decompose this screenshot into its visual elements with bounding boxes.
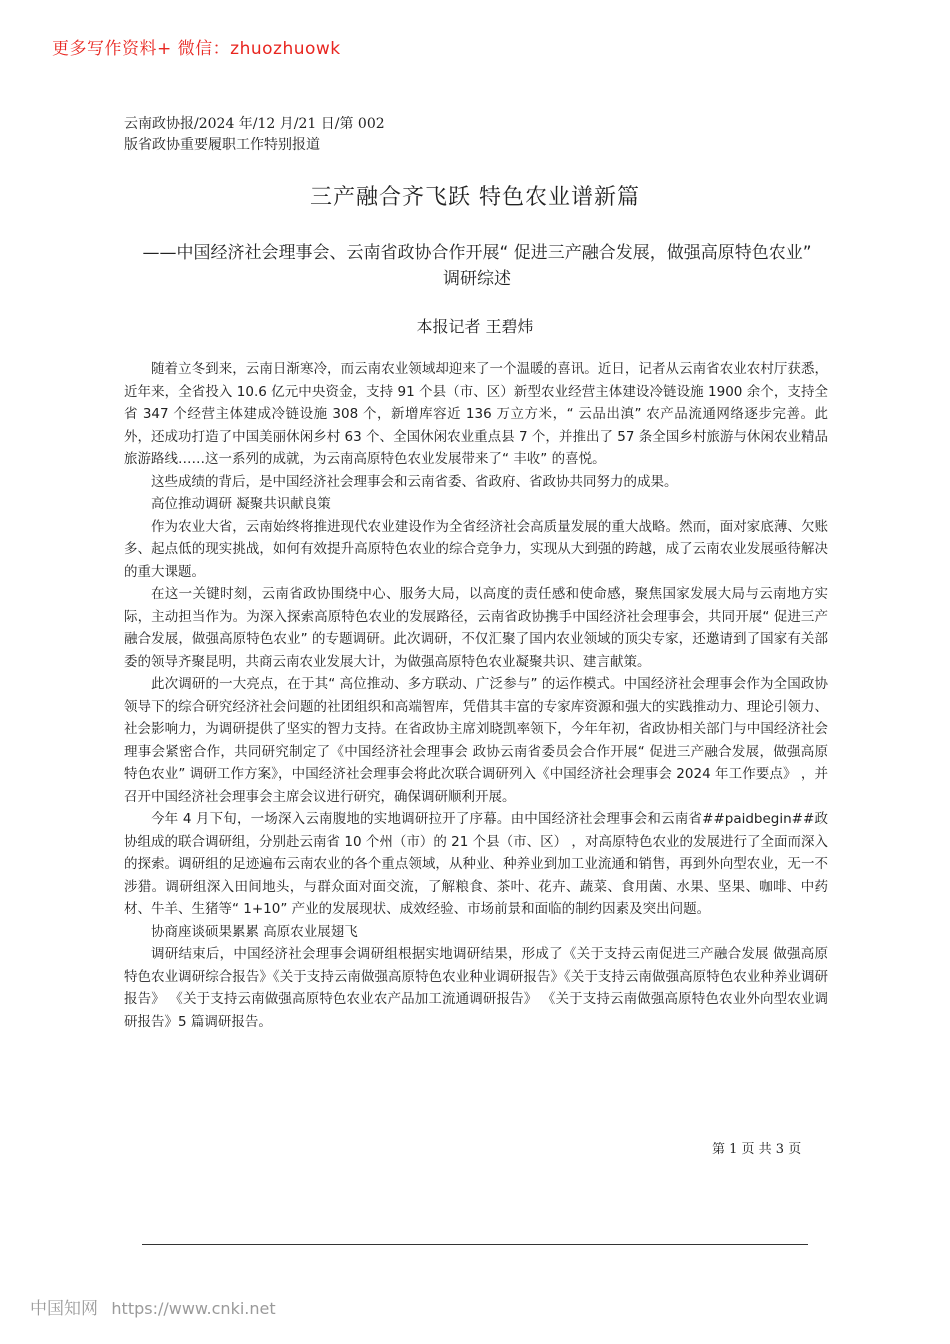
paragraph-reports: 调研结束后，中国经济社会理事会调研组根据实地调研结果，形成了《关于支持云南促进三产融合发展 做强高原特色农业调研综合报告》《关于支持云南做强高原特色农业种业调研报告》《关于支持云南做强高原特色农业种养业调研报告》 《关于支持云南做强高原特色农业农产品加工流通调研报告》 《关于支持云南做强高原特色农业外向型农业调研报告》5 篇调研报告。 <box>124 946 828 1030</box>
source-line: 云南政协报/2024 年/12 月/21 日/第 002 <box>124 116 385 132</box>
byline: 本报记者 王碧炜 <box>416 317 534 336</box>
watermark-url: https://www.cnki.net <box>111 1299 276 1318</box>
paragraph-cppcc-action: 在这一关键时刻，云南省政协围绕中心、服务大局，以高度的责任感和使命感，聚焦国家发展大局与云南地方实际，主动担当作为。为深入探索高原特色农业的发展路径，云南省政协携手中国经济社会理事会，共同开展“ 促进三产融合发展，做强高原特色农业” 的专题调研。此次调研，不仅汇聚了国内农业领域的顶尖专家，还邀请到了国家有关部委的领导齐聚昆明，共商云南农业发展大计，为做强高原特色农业凝聚共识、建言献策。 <box>124 586 828 670</box>
paragraph-strategy: 作为农业大省，云南始终将推进现代农业建设作为全省经济社会高质量发展的重大战略。然而，面对家底薄、欠账多、起点低的现实挑战，如何有效提升高原特色农业的综合竞争力，实现从大到强的跨越，成了云南农业发展亟待解决的重大课题。 <box>124 518 828 580</box>
promo-banner: 更多写作资料+ 微信：zhuozhuowk <box>52 39 341 59</box>
paragraph-field-research: 今年 4 月下旬，一场深入云南腹地的实地调研拉开了序幕。由中国经济社会理事会和云南省##paidbegin##政协组成的联合调研组，分别赴云南省 10 个州（市）的 21 个县（市、区） ，对高原特色农业的发展进行了全面而深入的探索。调研组的足迹遍布云南农业的各个重点领域，从种业、种养业到加工业流通和销售，再到外向型农业，无一不涉猎。调研组深入田间地头，与群众面对面交流，了解粮食、茶叶、花卉、蔬菜、食用菌、水果、坚果、咖啡、中药材、牛羊、生猪等“ 1+10” 产业的发展现状、成效经验、市场前景和面临的制约因素及突出问题。 <box>124 811 828 917</box>
article-subtitle: ——中国经济社会理事会、云南省政协合作开展“ 促进三产融合发展，做强高原特色农业” 调研综述 <box>142 243 812 289</box>
section-heading-2: 协商座谈硕果累累 高原农业展翅飞 <box>151 923 358 940</box>
paragraph-intro: 随着立冬到来，云南日渐寒冷，而云南农业领域却迎来了一个温暖的喜讯。近日，记者从云南省农业农村厅获悉，近年来，全省投入 10.6 亿元中央资金，支持 91 个县（市、区）新型农业经营主体建设冷链设施 1900 余个，支持全省 347 个经营主体建成冷链设施 308 个，新增库容近 136 万立方米，“ 云品出滇” 农产品流通网络逐步完善。此外，还成功打造了中国美丽休闲乡村 63 个、全国休闲农业重点县 7 个，并推出了 57 条全国乡村旅游与休闲农业精品旅游路线……这一系列的成就，为云南高原特色农业发展带来了“ 丰收” 的喜悦。 <box>124 361 828 467</box>
section-heading-1: 高位推动调研 凝聚共识献良策 <box>151 496 331 512</box>
page-indicator: 第 1 页 共 3 页 <box>712 1142 802 1157</box>
article-body <box>124 358 828 1033</box>
cnki-watermark <box>30 1294 276 1319</box>
paragraph-achievements: 这些成绩的背后，是中国经济社会理事会和云南省委、省政府、省政协共同努力的成果。 <box>151 473 678 490</box>
paragraph-operation-mode: 此次调研的一大亮点，在于其“ 高位推动、多方联动、广泛参与” 的运作模式。中国经济社会理事会作为全国政协领导下的综合研究经济社会问题的社团组织和高端智库，凭借其丰富的专家库资源和强大的实践推动力、理论引领力、社会影响力，为调研提供了坚实的智力支持。在省政协主席刘晓凯率领下，今年年初，省政协相关部门与中国经济社会理事会紧密合作，共同研究制定了《中国经济社会理事会 政协云南省委员会合作开展“ 促进三产融合发展，做强高原特色农业” 调研工作方案》，中国经济社会理事会将此次联合调研列入《中国经济社会理事会 2024 年工作要点》 ，并召开中国经济社会理事会主席会议进行研究，确保调研顺利开展。 <box>124 676 828 805</box>
section-line: 版省政协重要履职工作特别报道 <box>124 137 320 153</box>
watermark-name: 中国知网 <box>30 1299 98 1319</box>
publication-header <box>124 114 385 156</box>
footer-divider <box>142 1244 808 1245</box>
article-title: 三产融合齐飞跃 特色农业谱新篇 <box>310 185 640 210</box>
